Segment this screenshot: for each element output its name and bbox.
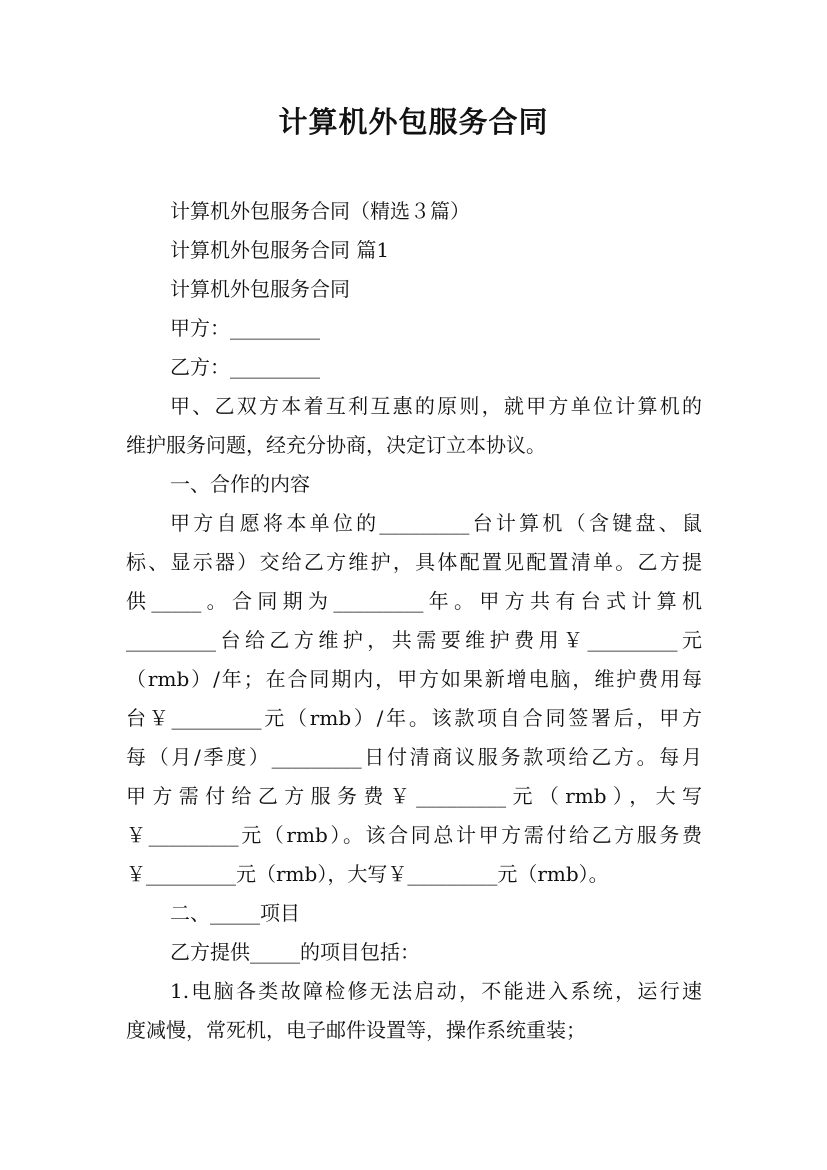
paragraph-line: ￥_________元（rmb），大写￥_________元（rmb）。 <box>126 862 609 886</box>
clause-heading: 二、_____项目 <box>170 901 300 925</box>
clause-heading: 一、合作的内容 <box>170 472 310 496</box>
paragraph-line: 供_____。合同期为_________年。甲方共有台式计算机 <box>126 589 702 613</box>
paragraph-line: 度减慢，常死机，电子邮件设置等，操作系统重装； <box>126 1018 586 1042</box>
paragraph-line: _________台给乙方维护，共需要维护费用￥_________元 <box>126 628 702 652</box>
paragraph-line: 维护服务问题，经充分协商，决定订立本协议。 <box>126 433 546 457</box>
paragraph-line: 甲方自愿将本单位的_________台计算机（含键盘、鼠 <box>170 511 702 535</box>
paragraph-line: 乙方提供_____的项目包括： <box>170 940 420 964</box>
paragraph-line: 台￥_________元（rmb）/年。该款项自合同签署后，甲方 <box>126 706 702 730</box>
paragraph-line: ￥_________元（rmb）。该合同总计甲方需付给乙方服务费 <box>126 823 702 847</box>
paragraph-line: （rmb）/年；在合同期内，甲方如果新增电脑，维护费用每 <box>126 667 702 691</box>
document-title: 计算机外包服务合同 <box>278 105 549 139</box>
party-a-line: 甲方：_________ <box>170 316 320 340</box>
doc-subtitle: 计算机外包服务合同（精选３篇） <box>170 199 470 223</box>
contract-name: 计算机外包服务合同 <box>170 277 350 301</box>
party-b-line: 乙方：_________ <box>170 355 320 379</box>
paragraph-line: 甲、乙双方本着互利互惠的原则，就甲方单位计算机的 <box>170 394 702 418</box>
section-heading: 计算机外包服务合同 篇1 <box>170 238 390 262</box>
paragraph-line: 标、显示器）交给乙方维护，具体配置见配置清单。乙方提 <box>126 550 702 574</box>
paragraph-line: 甲方需付给乙方服务费￥_________元（rmb），大写 <box>126 784 702 808</box>
paragraph-line: 每（月/季度）_________日付清商议服务款项给乙方。每月 <box>126 745 702 769</box>
paragraph-line: 1.电脑各类故障检修无法启动，不能进入系统，运行速 <box>170 979 702 1003</box>
